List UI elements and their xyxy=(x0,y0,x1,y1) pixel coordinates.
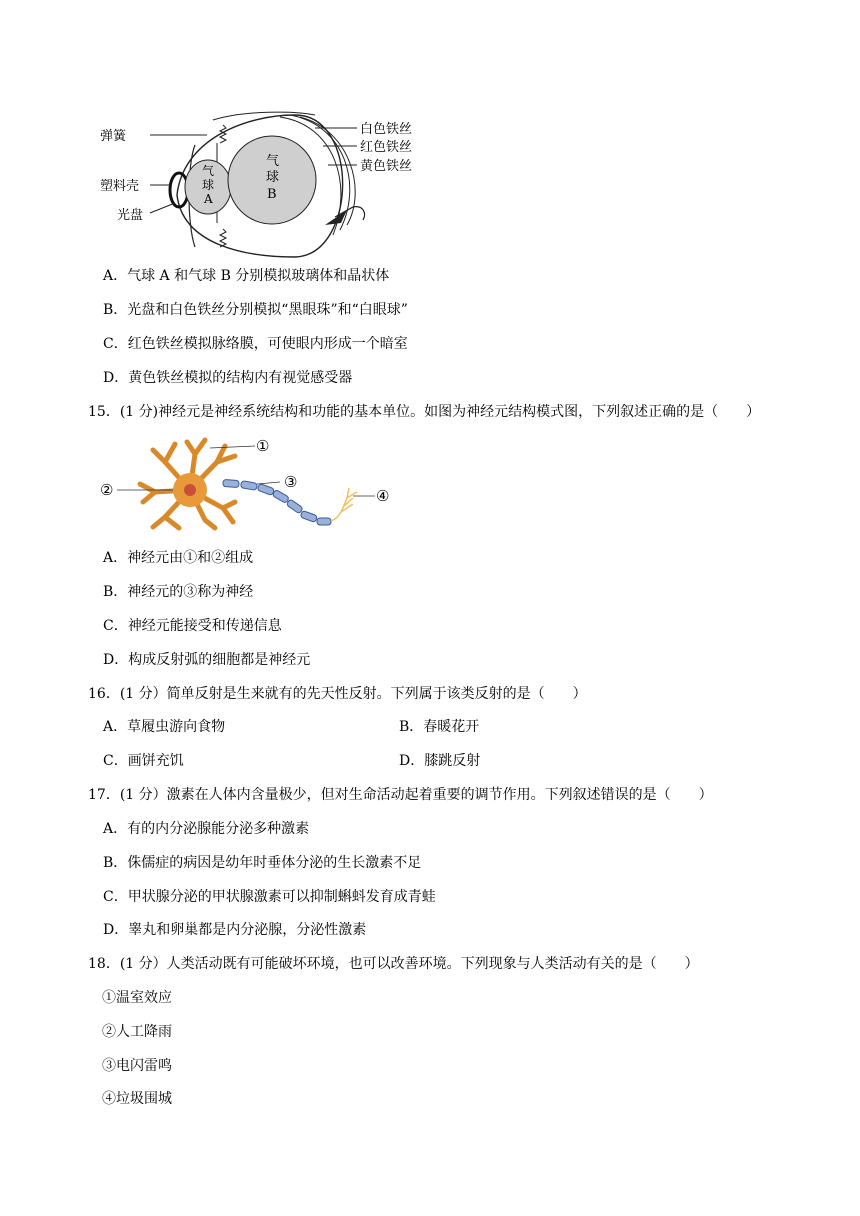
q14-option-a[interactable]: A．气球 A 和气球 B 分别模拟玻璃体和晶状体 xyxy=(103,268,390,284)
q15-option-a[interactable]: A．神经元由①和②组成 xyxy=(103,550,254,566)
q18-item-3-text: 电闪雷鸣 xyxy=(116,1058,172,1074)
label-spring: 弹簧 xyxy=(100,129,127,144)
q16-option-b[interactable]: B．春暖花开 xyxy=(399,719,480,735)
q16-stem: 16．(1 分）简单反射是生来就有的先天性反射。下列属于该类反射的是（ ） xyxy=(88,686,587,702)
label-disc: 光盘 xyxy=(117,208,144,223)
q17-option-d[interactable]: D．睾丸和卵巢都是内分泌腺，分泌性激素 xyxy=(103,922,367,938)
q16-option-d[interactable]: D．膝跳反射 xyxy=(399,753,481,769)
label-balloon-b-2: 球 xyxy=(266,170,280,185)
label-plastic-shell: 塑料壳 xyxy=(100,179,140,194)
label-balloon-a-3: A xyxy=(204,192,213,206)
q17-option-a[interactable]: A．有的内分泌腺能分泌多种激素 xyxy=(103,821,310,837)
q14-option-c[interactable]: C．红色铁丝模拟脉络膜，可使眼内形成一个暗室 xyxy=(103,336,408,352)
neuron-label-4: ④ xyxy=(376,487,390,505)
neuron-label-3: ③ xyxy=(284,473,298,491)
label-yellow-wire: 黄色铁丝 xyxy=(360,159,413,174)
q18-item-4-mark: ④ xyxy=(102,1091,116,1107)
q18-stem: 18．(1 分）人类活动既有可能破坏环境，也可以改善环境。下列现象与人类活动有关的是（ ） xyxy=(88,956,699,972)
q18-item-3-mark: ③ xyxy=(102,1058,116,1074)
label-white-wire: 白色铁丝 xyxy=(360,122,413,137)
q17-stem: 17．(1 分）激素在人体内含量极少，但对生命活动起着重要的调节作用。下列叙述错误的是（ ） xyxy=(88,787,713,803)
q18-item-1-mark: ① xyxy=(102,990,116,1006)
q18-item-1 xyxy=(102,988,172,1008)
q18-item-2-mark: ② xyxy=(102,1024,116,1040)
q18-item-4 xyxy=(102,1089,172,1109)
q18-item-2 xyxy=(102,1022,172,1042)
q17-option-b[interactable]: B．侏儒症的病因是幼年时垂体分泌的生长激素不足 xyxy=(103,855,422,871)
q16-option-a[interactable]: A．草履虫游向食物 xyxy=(103,719,226,735)
q15-option-c[interactable]: C．神经元能接受和传递信息 xyxy=(103,618,282,634)
q16-option-c[interactable]: C．画饼充饥 xyxy=(103,753,184,769)
q14-option-b[interactable]: B．光盘和白色铁丝分别模拟“黑眼珠”和“白眼球” xyxy=(103,302,408,318)
neuron-label-2: ② xyxy=(100,481,114,499)
label-balloon-b-3: B xyxy=(267,187,277,202)
q18-item-2-text: 人工降雨 xyxy=(116,1024,172,1040)
label-balloon-b-1: 气 xyxy=(266,154,280,169)
q15-stem: 15．(1 分)神经元是神经系统结构和功能的基本单位。如图为神经元结构模式图，下列叙述正确的是（ ） xyxy=(88,404,761,420)
label-red-wire: 红色铁丝 xyxy=(360,140,413,155)
q15-option-b[interactable]: B．神经元的③称为神经 xyxy=(103,584,254,600)
q15-option-d[interactable]: D．构成反射弧的细胞都是神经元 xyxy=(103,652,311,668)
q14-option-d[interactable]: D．黄色铁丝模拟的结构内有视觉感受器 xyxy=(103,370,353,386)
neuron-diagram xyxy=(95,432,405,532)
q18-item-3 xyxy=(102,1056,172,1076)
label-balloon-a-1: 气 xyxy=(202,164,215,178)
neuron-label-1: ① xyxy=(256,437,270,455)
q18-item-1-text: 温室效应 xyxy=(116,990,172,1006)
q18-item-4-text: 垃圾围城 xyxy=(116,1091,172,1107)
label-balloon-a-2: 球 xyxy=(202,178,215,192)
q17-option-c[interactable]: C．甲状腺分泌的甲状腺激素可以抑制蝌蚪发育成青蛙 xyxy=(103,889,436,905)
eye-model-diagram xyxy=(95,105,435,265)
